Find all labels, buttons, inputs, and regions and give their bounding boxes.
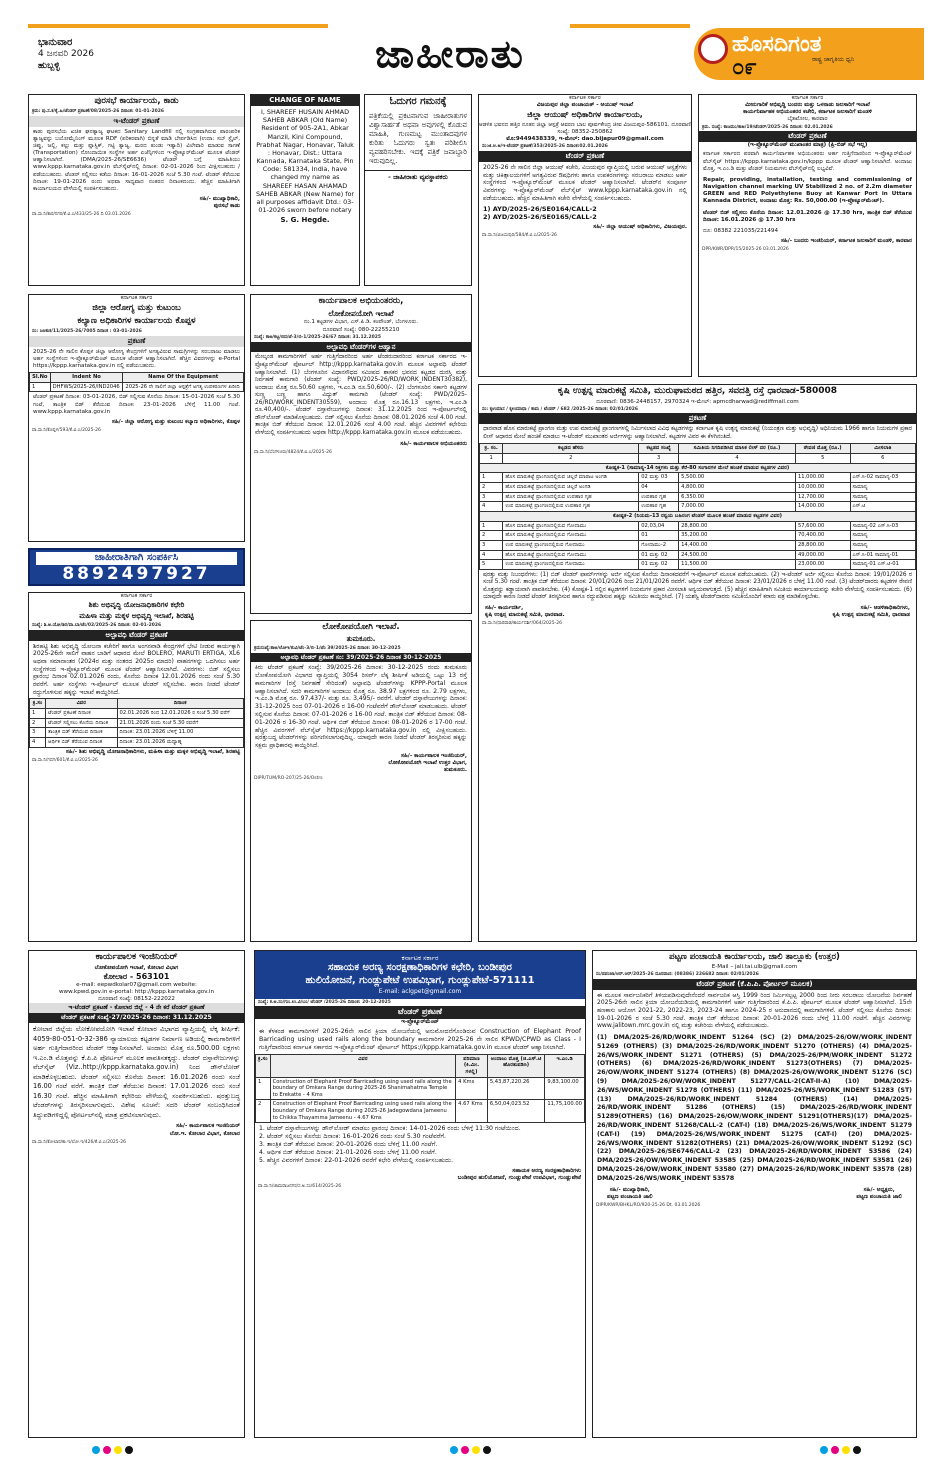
section-label: ಕೋಷ್ಟಕ-1 (ಸಾಮಾನ್ಯ-14 ರಿಕ್ತಗಳು ಮತ್ತು ಕೆರೆ-80 ಸಂಗಾರಗಳ ಮೇಲೆ ಹಂಚಿಕೆ ಮಾಡುವ ಕಟ್ಟಡಗಳ ವಿವರ) xyxy=(480,463,916,473)
table-row xyxy=(480,483,916,493)
ad-body: ಶಿರಹಟ್ಟಿ ಶಿಶು ಅಭಿವೃದ್ಧಿ ಯೋಜನಾ ಕಚೇರಿಗೆ ಹಾಗೂ ಅಂಗನವಾಡಿ ಕೇಂದ್ರಗಳಿಗೆ ಭೇಟಿ ನೀಡುವ ಕಾರ್ಯಕ್ಕಾಗಿ 2025-26ನೇ ಸಾಲಿಗೆ ವಾಹನ ಬಾಡಿಗೆ ಆಧಾರದ ಮೇಲೆ BOLERO, MARUTI ERTIGA, XL6 ಅಥವಾ ಸಮಾನಾಂತರ (2024ರ ಮತ್ತು ನಂತರದ 2025ರ ಮಾದರಿ) ವಾಹನಗಳನ್ನು ಒದಗಿಸಲು ಅರ್ಹ ಸಂಸ್ಥೆಗಳಿಂದ ಇ-ಪ್ರೊಕ್ಯೂರ್‌ಮೆಂಟ್ ಮೂಲಕ ಟೆಂಡರ್ ಆಹ್ವಾನಿಸಲಾಗಿದೆ. ವಿವರಗಳು: ಬಿಡ್ ಸಲ್ಲಿಸಲು ಪ್ರಾರಂಭ ದಿನಾಂಕ 02.01.2026 ರಂದು, ಕೊನೆಯ ದಿನಾಂಕ 12.01.2026 ರಂದು ಸಂಜೆ 5.30 ರವರೆಗೆ. ಅರ್ಹ ಸಂಸ್ಥೆಗಳು ಇ-ಪೋರ್ಟಲ್ ಮೂಲಕ ಟೆಂಡರ್ ಸಲ್ಲಿಸಬೇಕು. ಕಾರಣ ನೀಡದೆ ಟೆಂಡರ್ ರದ್ದುಗೊಳಿಸುವ ಹಕ್ಕನ್ನು ಇಲಾಖೆ ಕಾಯ್ದಿರಿಸಿದೆ. xyxy=(33,642,240,696)
banner-label: ಜಾಹೀರಾತಿಗಾಗಿ ಸಂಪರ್ಕಿಸಿ xyxy=(36,552,237,565)
table-cell: 11,500.00 xyxy=(679,560,796,570)
table-cell: 11,75,100.00 xyxy=(545,1100,585,1123)
table-cell: ಇ.ಎಂ.ಡಿ xyxy=(545,1054,585,1077)
ad-body: ಧಾರವಾಡ ಹೊಸ ಮಾರುಕಟ್ಟೆ ಪ್ರಾಂಗಣ ಮತ್ತು ಉಪ ಮಾರುಕಟ್ಟೆ ಪ್ರಾಂಗಣಗಳಲ್ಲಿ ನಿರ್ಮಿಸಲಾದ ವಿವಿಧ ಕಟ್ಟಡಗಳನ್ನು ಕರ್ನಾಟಕ ಕೃಷಿ ಉತ್ಪನ್ನ ಮಾರುಕಟ್ಟೆ (ನಿಯಂತ್ರಣ ಮತ್ತು ಅಭಿವೃದ್ಧಿ) ಅಧಿನಿಯಮ 1966 ಹಾಗೂ ನಿಯಮಗಳ ಪ್ರಕಾರ ಲೀಸ್ ಆಧಾರದ ಮೇಲೆ ಹಂಚಿಕೆ ಮಾಡಲು ಇ-ಟೆಂಡರ್ ಮುಖಾಂತರ ಅರ್ಜಿಗಳನ್ನು ಆಹ್ವಾನಿಸಲಾಗಿದೆ. ಕಟ್ಟಡಗಳ ವಿವರ ಈ ಕೆಳಗಿನಂತಿದೆ. xyxy=(483,426,912,440)
ref-line: ಕ್ರಮ: ಪು.ಸ.ಕ/ಕೈ.ಹಿ/ಟೆಂಡರ್ ಪ್ರಕಟಣೆ/08/2025-26 ದಿನಾಂಕ: 01-01-2026 xyxy=(32,108,165,114)
indent-1: 1) AYD/2025-26/SE0164/CALL-2 xyxy=(483,204,597,213)
ad-footer: ವಾ.ಸಾ.ನಿ/ಕೋಲಾರ/ಕಾ.ಇ/ಲೋ.ಇ/426/ಕೆ.ವಿ.ಎ/2025-26 xyxy=(32,1139,127,1145)
table-cell: 14,400.00 xyxy=(679,541,796,551)
table-cell: 49,000.00 xyxy=(795,550,850,560)
address-line: ನಂ.1 ಕಟ್ಟಡಗಳ ವಿಭಾಗ, ಎಸ್.ಪಿ.ಡಿ. ಕಂಪೌಂಡ್, ಬೆಂಗಳೂರು. xyxy=(303,319,418,326)
color-registration-marks-left xyxy=(92,1446,133,1454)
table-cell: 02,03,04 xyxy=(639,521,679,531)
ad-title: ಲೋಕೋಪಯೋಗಿ ಇಲಾಖೆ. xyxy=(322,622,400,632)
table-cell: ಕ್ರ.ಸಂ xyxy=(256,1054,271,1077)
table-cell: 9,83,100.00 xyxy=(545,1077,585,1100)
table-cell: 2 xyxy=(480,483,503,493)
shirahatti-cdpo-tender xyxy=(28,592,245,942)
table-row xyxy=(480,531,916,541)
table-cell: ಪರಿಮಾಣ (ಕಿ.ಮೀ. ಗಳಲ್ಲಿ) xyxy=(456,1054,488,1077)
indent-2: 2) AYD/2025-26/SE0165/CALL-2 xyxy=(483,213,597,222)
website-line: www.kpwd.gov.in e-portal: http://kppp.karnataka.gov.in xyxy=(58,989,214,996)
section-label: ಕೋಷ್ಟಕ-2 (ನಿಯಮ-13 ರನ್ವಯ ಬಹಿರಂಗ ಟೆಂಡರ್ ಮೂಲಕ ಹಂಚಿಕೆ ಮಾಡುವ ಕಟ್ಟಡಗಳ ವಿವರ) xyxy=(480,512,916,522)
table-cell: ಎಸ್.ಸಿ-02 ಸಾಮಾನ್ಯ-03 xyxy=(850,473,915,483)
table-cell: ಉಪ ಮಾರುಕಟ್ಟೆ ಪ್ರಾಂಗಣದಲ್ಲಿರುವ ಗೋದಾಮು xyxy=(503,560,639,570)
email-line: E-Mail – jali.tai.ulb@gmail.com xyxy=(711,963,798,970)
signature-row xyxy=(593,1186,916,1202)
advertise-contact-banner xyxy=(28,548,245,586)
table-section-row xyxy=(480,463,916,473)
table-row: 2 ಟೆಂಡರ್ ಸಲ್ಲಿಸಲು ಕೊನೆಯ ದಿನಾಂಕ 21.01.2026 ರಂದು ಸಂಜೆ 5.30 ರವರೆಗೆ xyxy=(30,718,244,728)
header-rule-right xyxy=(570,24,690,28)
table-cell: ಸಾಮಾನ್ಯ xyxy=(850,492,915,502)
ad-banner xyxy=(255,951,585,999)
table-cell: ಠೇವಣಿ ಮೊತ್ತ (ರೂ.) xyxy=(795,444,850,454)
table-cell: 2 xyxy=(503,454,639,464)
note-item: 4. ಆರ್ಥಿಕ ಬಿಡ್ ತೆರೆಯುವ ದಿನಾಂಕ: 21-01-2026 ರಂದು ಬೆಳಿಗ್ಗೆ 11.00 ಗಂಟೆಗೆ. xyxy=(259,1149,437,1157)
table-row xyxy=(480,550,916,560)
gov-label: ಕರ್ನಾಟಕ ಸರ್ಕಾರ xyxy=(120,593,153,599)
table-cell: 12,700.00 xyxy=(795,492,850,502)
dates-line: ಟೆಂಡರ್ ಬಿಡ್ ಸಲ್ಲಿಸಲು ಕೊನೆಯ ದಿನಾಂಕ: 12.01.2026 @ 17.30 hrs, ತಾಂತ್ರಿಕ ಬಿಡ್ ತೆರೆಯುವ ದಿನಾಂಕ: 16.01.2026 @ 17.30 hrs xyxy=(703,209,912,223)
signature: ಸಹಿ/- ಜಿಲ್ಲಾ ಆಯುಷ್ ಅಧಿಕಾರಿಗಳು, ವಿಜಯಪುರ. xyxy=(593,224,687,231)
place-line: ಬೈತಖೋಲ, ಕಾರವಾರ xyxy=(787,116,828,123)
signature: S. G. Hegde. xyxy=(280,216,330,225)
note-item: 3. ತಾಂತ್ರಿಕ ಬಿಡ್ ತೆರೆಯುವ ದಿನಾಂಕ: 20-01-2026 ರಂದು ಬೆಳಿಗ್ಗೆ 11.00 ಗಂಟೆಗೆ. xyxy=(259,1141,438,1149)
ad-title-2: ಹುಲಿಯೋಜನೆ, ಗುಂಡ್ಲುಪೇಟೆ ಉಪವಿಭಾಗ, ಗುಂಡ್ಲುಪೇಟೆ-571111 xyxy=(305,975,535,987)
table-cell: 2 xyxy=(256,1100,271,1123)
ad-footer: DIPR/KWR/BHKL/RO/920-25-26 Dt. 03.01.2026 xyxy=(596,1202,701,1208)
karwar-port-tender xyxy=(698,94,917,377)
table-cell: ಉಪ ಮಾರುಕಟ್ಟೆ ಪ್ರಾಂಗಣದಲ್ಲಿರುವ ಉಪಹಾರ ಗೃಹ xyxy=(503,502,639,512)
ad-title: ಜಿಲ್ಲಾ ಆಯುಷ್ ಅಧಿಕಾರಿಗಳ ಕಾರ್ಯಾಲಯ, xyxy=(527,110,643,120)
table-cell: 14,000.00 xyxy=(795,502,850,512)
apmc-dharwad-notice xyxy=(478,384,917,942)
table-cell: Construction of Elephant Proof Barricading using used rails along the boundary of Omkara Range during 2025-26 Shanimahatma Temple to Erekatte - 4 Kms xyxy=(270,1077,456,1100)
table-cell: ಉಪಹಾರ ಗೃಹ xyxy=(639,492,679,502)
ad-title-2: ಕಲ್ಯಾಣ ಅಧಿಕಾರಿಗಳ ಕಾರ್ಯಾಲಯ ಕೊಪ್ಪಳ xyxy=(77,316,196,327)
ad-footer: ವಾ.ಸಾ.ನಿ/ಕಾರ/ನಗರ/ಕೆ.ವಿ.ಎ/433/25-26 ದಿ 03.01.2026 xyxy=(32,212,131,218)
ref-line: ಸಂಖ್ಯೆ: ಕಾಅ/ಕಟ್ಟ/ಬಿದ/ಟೆ-3/ಬಿ-1/2025-26/67 ದಿನಾಂಕ: 31.12.2025 xyxy=(254,334,381,340)
table-cell: 3 xyxy=(480,492,503,502)
table-cell: 28,800.00 xyxy=(679,521,796,531)
ad-heading: ಪ್ರಕಟಣೆ xyxy=(479,413,916,424)
table-row xyxy=(256,1054,585,1077)
notes-list xyxy=(255,1123,585,1167)
tender-notice-kadu xyxy=(28,94,245,286)
table-row xyxy=(480,502,916,512)
table-cell: 2 xyxy=(480,531,503,541)
table-cell: ಗೋದಾಮು-2 xyxy=(639,541,679,551)
ref-line: ಸಂಖ್ಯೆ: ಶಿ.ಅ.ಯೋ/ಶಿರ/ವಾ.ಬಾ/ಟೆಂ/02/2025-26 ದಿನಾಂಕ: 02-01-2026 xyxy=(32,623,162,629)
table-cell: 23,000.00 xyxy=(795,560,850,570)
ad-body: ಈ ಮೂಲಕ ಸಾರ್ವಜನಿಕರಿಗೆ ತಿಳಿಯಪಡಿಸುವುದೇನೆಂದರೆ ಸಾರ್ವಜನಿಕ ಆಸ್ತಿ 1999 ರಿಂದ ನಿರ್ಮಿಸಲ್ಪಟ್ಟ 2000 ರಿಂದ ನೀರು ಸರಬರಾಜು ಯೋಜನೆಯ ನಿರ್ವಹಣೆ 2025-26ನೇ ಸಾಲಿನ ಕ್ರಿಯಾ ಯೋಜನೆಯಡಿಯಲ್ಲಿ ಕಾಮಗಾರಿಗಳಿಗೆ ಅರ್ಹ ಗುತ್ತಿಗೆದಾರರಿಂದ ಕೆ.ಪಿ.ಪಿ. ಪೋರ್ಟಲ್ ಮೂಲಕ ಟೆಂಡರ್ ಆಹ್ವಾನಿಸಲಾಗಿದೆ. 15ನೇ ಹಣಕಾಸು ಆಯೋಗ 2021-22, 2022-23, 2023-24 ಹಾಗೂ 2024-25 ರ ಅನುದಾನದಲ್ಲಿ ಕಾಮಗಾರಿಗಳಿವೆ. ಟೆಂಡರ್ ಸಲ್ಲಿಸಲು ಕೊನೆಯ ದಿನಾಂಕ: 19-01-2026 ರ ಸಂಜೆ 5.30 ಗಂಟೆ. ತಾಂತ್ರಿಕ ಬಿಡ್ ತೆರೆಯುವ ದಿನಾಂಕ: 20-01-2026 ರಂದು ಬೆಳಿಗ್ಗೆ 11.00 ಗಂಟೆಗೆ. ಹೆಚ್ಚಿನ ವಿವರಗಳನ್ನು www.jalitown.mrc.gov.in ನಲ್ಲಿ ಮತ್ತು ಕಚೇರಿಯ ವೇಳೆಯಲ್ಲಿ ಪಡೆಯಬಹುದು. xyxy=(597,991,912,1030)
ad-title: ಓದುಗರ ಗಮನಕ್ಕೆ xyxy=(389,96,447,107)
table-row xyxy=(480,541,916,551)
ref-line: ಸಂಖ್ಯೆ: ಕ.ಅ.ಸಂ/ಗುಂ.ಉ.ವಿ/ಬಂ/ ಟೆಂಡರ್ /2025-26 ದಿನಾಂಕ: 20-12-2025 xyxy=(258,999,391,1005)
ad-title: ಕಾರ್ಯಪಾಲಕ ಇಂಜಿನಿಯರ್ xyxy=(95,952,178,962)
change-of-name-notice xyxy=(250,94,360,286)
president-signature: ಸಹಿ/- ಅಧ್ಯಕ್ಷರು, ಪಟ್ಟಣ ಪಂಚಾಯತಿ ಜಾಲಿ xyxy=(856,1186,902,1200)
ad-footer: ವಾ.ಸಾ.ನಿ/ಧಾರವಾಡ/ಕಾರ್ಯದರ್ಶಿ/064/2025-26 xyxy=(482,620,562,626)
place-line: ಕೋಲಾರ - 563101 xyxy=(103,971,170,981)
ad-body: 2025-26 ನೇ ಸಾಲಿನ ಜಿಲ್ಲಾ ಆಯುಷ್ ಕಚೇರಿ, ವಿಜಯಪುರ ವ್ಯಾಪ್ತಿಯಲ್ಲಿ ಬರುವ ಆಯುಷ್ ಆಸ್ಪತ್ರೆಗಳು ಮತ್ತು ಚಿಕಿತ್ಸಾಲಯಗಳಿಗೆ ಅಗತ್ಯವಿರುವ ಔಷಧಿಗಳು ಹಾಗೂ ಉಪಕರಣಗಳನ್ನು ಸರಬರಾಜು ಮಾಡಲು ಅರ್ಹ ಸಂಸ್ಥೆಗಳಿಂದ ಇ-ಪ್ರೊಕ್ಯೂರ್‌ಮೆಂಟ್ ಮೂಲಕ ಟೆಂಡರ್ ಆಹ್ವಾನಿಸಲಾಗಿದೆ. ಟೆಂಡರ್‌ನ ಸಂಪೂರ್ಣ ವಿವರಗಳನ್ನು ಇ-ಪ್ರೊಕ್ಯೂರ್‌ಮೆಂಟ್ ವೆಬ್‌ಸೈಟ್ www.kppp.karnataka.gov.in ನಲ್ಲಿ ಪಡೆಯಬಹುದು. ಹೆಚ್ಚಿನ ಮಾಹಿತಿಗಾಗಿ ಕಚೇರಿ ವೇಳೆಯಲ್ಲಿ ಸಂಪರ್ಕಿಸಬಹುದು. xyxy=(483,163,687,202)
table-row xyxy=(480,473,916,483)
ad-title: ಕಾರ್ಯಪಾಲಕ ಅಭಿಯಂತರರು, xyxy=(318,296,404,306)
terms-text: ಷರತ್ತು ಮತ್ತು ನಿಬಂಧನೆಗಳು: (1) ಬಿಡ್ ಟೆಂಡರ್ ಫಾರ್ಮ್‌ಗಳನ್ನು ಅರ್ಜಿ ಸಲ್ಲಿಸುವ ಕೊನೆಯ ದಿನಾಂಕದವರೆಗೆ ಇ-ಪೋರ್ಟಲ್ ಮೂಲಕ ಪಡೆಯಬಹುದು. (2) ಇ-ಟೆಂಡರ್ ಅರ್ಜಿ ಸಲ್ಲಿಸಲು ಕೊನೆಯ ದಿನಾಂಕ: 19/01/2026 ರ ಸಂಜೆ 5.30 ಗಂಟೆ. ತಾಂತ್ರಿಕ ಬಿಡ್ ತೆರೆಯುವ ದಿನಾಂಕ: 20/01/2026 ರಿಂದ 21/01/2026 ರವರೆಗೆ. ಆರ್ಥಿಕ ಬಿಡ್ ತೆರೆಯುವ ದಿನಾಂಕ: 23/01/2026 ರ ಬೆಳಿಗ್ಗೆ 11.00 ಗಂಟೆ. (3) ಟೆಂಡರ್‌ದಾರರು ಕಟ್ಟಡಗಳ ಠೇವಣಿ ಮೊತ್ತವನ್ನು ಕಡ್ಡಾಯವಾಗಿ ಪಾವತಿಸಬೇಕು. (4) ಕೋಷ್ಟಕ-1 ರಲ್ಲಿನ ಕಟ್ಟಡಗಳಿಗೆ ನಿಯಮಗಳ ಪ್ರಕಾರ ಮೀಸಲಾತಿ ಅನ್ವಯವಾಗುತ್ತದೆ. (5) ಹೆಚ್ಚಿನ ಮಾಹಿತಿಗಾಗಿ ಸಮಿತಿಯ ಕಾರ್ಯಾಲಯವನ್ನು ಕಚೇರಿ ವೇಳೆಯಲ್ಲಿ ಸಂಪರ್ಕಿಸಬಹುದು. (6) ಯಾವುದೇ ಕಾರಣ ನೀಡದೆ ಟೆಂಡರ್ ತಿರಸ್ಕರಿಸುವ ಹಾಗೂ ರದ್ದುಪಡಿಸುವ ಹಕ್ಕನ್ನು ಸಮಿತಿಯು ಕಾಯ್ದಿರಿಸಿದೆ. (7) ಯಶಸ್ವಿ ಟೆಂಡರ್‌ದಾರರು ಸಮಿತಿಯೊಂದಿಗೆ ಕರಾರು ಪತ್ರ ಮಾಡಿಕೊಳ್ಳಬೇಕು. xyxy=(483,572,912,601)
table-row: 3 ತಾಂತ್ರಿಕ ಬಿಡ್ ತೆರೆಯುವ ದಿನಾಂಕ ದಿನಾಂಕ: 23.01.2026 ಬೆಳಿಗ್ಗೆ 11.00 xyxy=(30,728,244,738)
koppal-health-notice xyxy=(28,294,245,542)
signature: ಸಹಿ/- ಜಿಲ್ಲಾ ಆರೋಗ್ಯ ಮತ್ತು ಕುಟುಂಬ ಕಲ್ಯಾಣ ಅಧಿಕಾರಿಗಳು, ಕೊಪ್ಪಳ xyxy=(111,418,240,425)
table-cell: 5 xyxy=(795,454,850,464)
ad-heading: ಟೆಂಡರ್ ಪ್ರಕಟಣೆ xyxy=(699,131,916,142)
ayush-tender-notice xyxy=(478,94,692,377)
phone-line: ದೂರವಾಣಿ ಸಂಖ್ಯೆ: 08152-222022 xyxy=(98,996,175,1003)
email-line: E-mail: aclgpet@gmail.com xyxy=(378,987,462,995)
work-description: Repair, providing, installation, testing and commissioning of Navigation channel marking UV Stabilized 2 no. of 2.2m diameter GREEN and RED Polyethylene Buoy at Kanwar Port in Uttara Kannada District, ಅಂದಾಜು ಮೊತ್ತ: Rs. 50,000.00 (ಇ-ಪ್ರೊಕ್ಯೂರ್‌ಮೆಂಟ್). xyxy=(703,176,912,205)
signature: ಸಹಿ/- ಶಿಶು ಅಭಿವೃದ್ಧಿ ಯೋಜನಾಧಿಕಾರಿಗಳು, ಮಹಿಳಾ ಮತ್ತು ಮಕ್ಕಳ ಅಭಿವೃದ್ಧಿ ಇಲಾಖೆ, ಶಿರಹಟ್ಟಿ xyxy=(65,748,240,755)
table-cell: ಹೊಸ ಮಾರುಕಟ್ಟೆ ಪ್ರಾಂಗಣದಲ್ಲಿರುವ ಗೋದಾಮು xyxy=(503,521,639,531)
table-cell: 4,800.00 xyxy=(679,483,796,493)
ad-body: ಕೋಲಾರ ಜಿಲ್ಲೆಯ ಲೋಕೋಪಯೋಗಿ ಇಲಾಖೆ ಕೋಲಾರ ವಿಭಾಗದ ವ್ಯಾಪ್ತಿಯಲ್ಲಿ ಲೆಕ್ಕ ಶೀರ್ಷಿಕೆ: 4059-80-051-0-32-386 ನ್ಯಾಯಾಲಯ ಕಟ್ಟಡಗಳ ನಿರ್ಮಾಣ ಅಡಿಯಲ್ಲಿ ಕಾಮಗಾರಿಗಳಿಗೆ ಅರ್ಹ ಗುತ್ತಿಗೆದಾರರಿಂದ ಟೆಂಡರ್ ಆಹ್ವಾನಿಸಲಾಗಿದೆ. ಅಂದಾಜು ಮೊತ್ತ ರೂ.500.00 ಲಕ್ಷಗಳು ಇ.ಎಂ.ಡಿ ಮೊತ್ತವನ್ನು ಕೆ.ಪಿ.ಪಿ ಪೋರ್ಟಲ್ ಮೂಲಕ ಪಾವತಿಸತಕ್ಕದ್ದು. ಟೆಂಡರ್ ದಸ್ತಾವೇಜುಗಳನ್ನು ವೆಬ್‌ಸೈಟ್ (Viz..http://kppp.karnataka.gov.in) ನಿಂದ ಡೌನ್‌ಲೋಡ್ ಮಾಡಿಕೊಳ್ಳಬಹುದು. ಟೆಂಡರ್ ಸಲ್ಲಿಸಲು ಕೊನೆಯ ದಿನಾಂಕ: 16.01.2026 ರಂದು ಸಂಜೆ 16.00 ಗಂಟೆ ವರೆಗೆ. ತಾಂತ್ರಿಕ ಬಿಡ್ ತೆರೆಯುವ ದಿನಾಂಕ: 17.01.2026 ರಂದು ಸಂಜೆ 16.30 ಗಂಟೆ. ಹೆಚ್ಚಿನ ಮಾಹಿತಿಗಾಗಿ ಕಛೇರಿಯ ವೇಳೆಯಲ್ಲಿ ಸಂಪರ್ಕಿಸಬಹುದು. ಷರತ್ತುಬದ್ಧ ಟೆಂಡರ್‌ಗಳನ್ನು ತಿರಸ್ಕರಿಸಲಾಗುವುದು. ವಿಶೇಷ ಸೂಚನೆ: ಸದರಿ ಟೆಂಡರ್ ಸಂಬಂಧಿಸಿದಂತೆ ತಿದ್ದುಪಡಿಗಳಿದ್ದಲ್ಲಿ ಪೋರ್ಟಲ್‌ನಲ್ಲಿ ಮಾತ್ರ ಪ್ರಕಟಿಸಲಾಗುವುದು. xyxy=(33,1024,240,1119)
table-row xyxy=(480,454,916,464)
table-cell: ಸಾಮಾನ್ಯ xyxy=(850,541,915,551)
table-row xyxy=(480,444,916,454)
indent-list: (1) DMA/2025-26/RD/WORK_INDENT 51264 (SC) (2) DMA/2025-26/OW/WORK_INDENT 51269 (OTHERS) (3) DMA/2025-26/RD/WORK_INDENT 51270 (OTHERS) (4) DMA/2025-26/WS/WORK_INDENT 51271 (OTHERS) (5) DMA/2025-26/PM/WORK_INDENT 51272 (OTHERS) (6) DMA/2025-26/RD/WORK_INDENT 51273(OTHERS) (7) DMA/2025-26/OW/WORK_INDENT 51274 (OTHERS) (8) DMA/2025-26/OW/WORK_INDENT 51276 (SC) (9) DMA/2025-26/OW/WORK_INDENT 51277/CALL-2(CAT-II-A) (10) DMA/2025-26/WS/WORK_INDENT 51278 (OTHERS) (11) DMA/2025-26/WS/WORK_INDENT 51283 (ST) (13) DMA/2025-26/RD/WORK_INDENT 51284 (OTHERS) (14) DMA/2025-26/RD/WORK_INDENT 51286 (OTHERS) (15) DMA/2025-26/RD/WORK_INDENT 51289(OTHERS) (16) DMA/2025-26/OW/WORK_INDENT 51291(OTHERS)(17) DMA/2025-26/RD/WORK_INDENT 51268/CALL-2 (CAT-I) (18) DMA/2025-26/WS/WORK_INDENT 51279 (CAT-I) (19) DMA/2025-26/WS/WORK_INDENT 51275 (CAT-I) (20) DMA/2025-26/WS/WORK_INDENT 51282(OTHERS) (21) DMA/2025-26/OW/WORK_INDENT 51292 (SC) (22) DMA/2025-26/SE6746/CALL-2 (23) DMA/2025-26/RD/WORK_INDENT 53586 (24) DMA/2025-26/OW/WORK_INDENT 53585 (25) DMA/2025-26/RD/WORK_INDENT 53581 (26) DMA/2025-26/OW/WORK_INDENT 53580 (27) DMA/2025-26/RD/WORK_INDENT 53578 (28) DMA/2025-26/WS/WORK_INDENT 53578 xyxy=(597,1034,912,1182)
table-cell: 01 ಮತ್ತು 02 xyxy=(639,550,679,560)
table-cell: ಎಸ್.ಸಿ-01 ಸಾಮಾನ್ಯ-01 xyxy=(850,550,915,560)
email-line: e-mail: eepwdkolar07@gmail.com website: xyxy=(76,981,197,988)
address-line: ಆಡಳಿತ ಭವನದ ಹತ್ತಿರ ನೂತನ ಜಿಲ್ಲಾ ಆಸ್ಪತ್ರೆ ಆವರಣ ಬಾಲ ಪೂರ್ವಕೇಂದ್ರ ಜೀವ ವಿಜಯಪುರ-586101. ದೂರವಾಣಿ ಸಂಖ್ಯೆ: 08352-250862 xyxy=(479,121,692,135)
ad-body: ಈ ಕೆಳಕಂಡ ಕಾಮಗಾರಿಗಳಿಗೆ 2025-26ನೇ ಸಾಲಿನ ಕ್ರಿಯಾ ಯೋಜನೆಯಲ್ಲಿ ಅನುಮೋದನೆಗೊಂಡಿರುವ Construction of Elephant Proof Barricading using used rails along the boundary ಕಾಮಗಾರಿಗಳ 2025-26 ನೇ ಸಾಲಿನ KPWD/CPWD as Class - I ಗುತ್ತಿಗೆದಾರರಿಂದ ಕರ್ನಾಟಕ ಸರ್ಕಾರದ ಇ-ಪ್ರೊಕ್ಯೂರ್‌ಮೆಂಟ್ ಪೋರ್ಟಲ್ https://kppp.karnataka.gov.in ಮೂಲಕ ಟೆಂಡರ್ ಆಹ್ವಾನಿಸಲಾಗಿದೆ. xyxy=(259,1027,581,1051)
contact-line: ಮೊ:9449438339, ಇ-ಮೇಲ್: dao.bijapur09@gmail.com xyxy=(506,135,664,142)
table-row xyxy=(480,521,916,531)
gov-label: ಕರ್ನಾಟಕ ಸರ್ಕಾರ xyxy=(791,95,824,101)
table-cell: 04 xyxy=(639,483,679,493)
ad-title: ಪಟ್ಟಣ ಪಂಚಾಯತಿ ಕಾರ್ಯಾಲಯ, ಜಾಲಿ ತಾಲ್ಲೂಕು (ಉತ್ತರ) xyxy=(669,952,840,962)
works-table xyxy=(255,1054,585,1124)
city-label: ಹುಬ್ಬಳ್ಳಿ xyxy=(38,60,60,71)
ad-body: ಮೇಲ್ಕಂಡ ಕಾಮಗಾರಿಗಳಿಗೆ ಅರ್ಹ ಗುತ್ತಿಗೆದಾರರಿಂದ ಅರ್ಹ ಟೆಂಡರುದಾರರಿಂದ ಕರ್ನಾಟಕ ಸರ್ಕಾರದ ಇ-ಪ್ರೊಕ್ಯೂರ್‌ಮೆಂಟ್ ಪೋರ್ಟಲ್ http://kppp.karnataka.gov.in ಮೂಲಕ ಅಲ್ಪಾವಧಿ ಟೆಂಡರ್ ಆಹ್ವಾನಿಸಲಾಗಿದೆ. (1) ಬೆಂಗಳೂರಿನ ವಿಧಾನಸೌಧದ ಸಮೀಪದ ಶಾಸಕರ ಭವನದ ಕಟ್ಟಡದ ದುರಸ್ತಿ ಮತ್ತು ನಿರ್ವಹಣೆ ಕಾಮಗಾರಿ (ಟೆಂಡರ್ ಸಂಖ್ಯೆ: PWD/2025-26/RD/WORK_INDENT30382), ಅಂದಾಜು ಮೊತ್ತ ರೂ.50.60 ಲಕ್ಷಗಳು, ಇ.ಎಂ.ಡಿ ರೂ.50,600/-. (2) ಬೆಂಗಳೂರಿನ ಸರ್ಕಾರಿ ಕಟ್ಟಡಗಳ ಸುಣ್ಣ ಬಣ್ಣ ಹಾಗೂ ವಿದ್ಯುತ್ ಕಾಮಗಾರಿ (ಟೆಂಡರ್ ಸಂಖ್ಯೆ: PWD/2025-26/RD/WORK_INDENT30559), ಅಂದಾಜು ಮೊತ್ತ ರೂ.16.13 ಲಕ್ಷಗಳು, ಇ.ಎಂ.ಡಿ ರೂ.40,400/-. ಟೆಂಡರ್ ದಸ್ತಾವೇಜುಗಳನ್ನು ದಿನಾಂಕ: 31.12.2025 ರಿಂದ ಇ-ಪೋರ್ಟಲ್‌ನಲ್ಲಿ ಡೌನ್‌ಲೋಡ್ ಮಾಡಿಕೊಳ್ಳಬಹುದು. ಬಿಡ್ ಸಲ್ಲಿಸಲು ಕೊನೆಯ ದಿನಾಂಕ: 08.01.2026 ಸಂಜೆ 4.00 ಗಂಟೆ. ತಾಂತ್ರಿಕ ಬಿಡ್ ತೆರೆಯುವ ದಿನಾಂಕ: 12.01.2026 ಸಂಜೆ 4.00 ಗಂಟೆ. ಹೆಚ್ಚಿನ ವಿವರಗಳಿಗೆ ಕಛೇರಿಯ ವೇಳೆಯಲ್ಲಿ ಸಂಪರ್ಕಿಸಬಹುದು ಅಥವಾ http://kppp.karnataka.gov.in ಮೂಲಕ ಪಡೆಯಬಹುದು. xyxy=(255,354,467,436)
table-cell: 10,000.00 xyxy=(795,483,850,493)
ad-title-2: ಮಹಿಳಾ ಮತ್ತು ಮಕ್ಕಳ ಅಭಿವೃದ್ಧಿ ಇಲಾಖೆ, ಶಿರಹಟ್ಟಿ xyxy=(79,612,194,621)
signature: ಸಹಿ/- ಬಂದರು ಇಂಜಿನಿಯರ್, ಕರ್ನಾಟಕ ಜಲಸಾರಿಗೆ ಮಂಡಳಿ, ಕಾರವಾರ xyxy=(780,238,912,245)
table-cell: ಹೊಸ ಮಾರುಕಟ್ಟೆ ಪ್ರಾಂಗಣದಲ್ಲಿರುವ ಉಪಹಾರ ಗೃಹ xyxy=(503,492,639,502)
lamp-icon xyxy=(698,34,728,64)
table-cell: ಅಂದಾಜು ಮೊತ್ತ (ಜಿ.ಎಸ್.ಟಿ ಹೊರತುಪಡಿಸಿ) xyxy=(487,1054,544,1077)
table-cell: 1 xyxy=(480,521,503,531)
date-label: 4 ಜನವರಿ 2026 xyxy=(38,49,94,59)
table-cell: 4 Kms xyxy=(456,1077,488,1100)
ad-body: 2025-26 ನೇ ಸಾಲಿನ ಕೊಪ್ಪಳ ಜಿಲ್ಲಾ ಆರೋಗ್ಯ ಕೇಂದ್ರಗಳಿಗೆ ಅಗತ್ಯವಿರುವ ಸಾಮಗ್ರಿಗಳನ್ನು ಸರಬರಾಜು ಮಾಡಲು ಅರ್ಹ ಸಂಸ್ಥೆಗಳಿಂದ ಇ-ಪ್ರೊಕ್ಯೂರ್‌ಮೆಂಟ್ ಮೂಲಕ ಟೆಂಡರ್ ಆಹ್ವಾನಿಸಲಾಗಿದೆ. ಹೆಚ್ಚಿನ ವಿವರಗಳನ್ನು e-Portal https://kppp.karnataka.gov.in ನಲ್ಲಿ ಪಡೆಯಬಹುದು. xyxy=(33,348,240,369)
table-cell: ಕಟ್ಟಡದ ಹೆಸರು xyxy=(503,444,639,454)
table-cell: 5,43,87,220.26 xyxy=(487,1077,544,1100)
table-cell: 02 ಮತ್ತು 03 xyxy=(639,473,679,483)
header-rule-left xyxy=(28,24,328,28)
table-cell: Construction of Elephant Proof Barricading using used rails along the boundary of Omkara Range during 2025-26 Jadegowdana Jameenu to Chikka Thayamma Jameenu - 4.67 Kms xyxy=(270,1100,456,1123)
phone-number: 8892497927 xyxy=(62,563,211,584)
ref-line: ಸಂ/ಪಪಂಜಾ/ಆರ್.ಆರ್/2025-26 ದೂರವಾಣಿ: (08386) 226682 ದಿನಾಂಕ: 02/01/2026 xyxy=(596,972,759,978)
table-cell: 35,200.00 xyxy=(679,531,796,541)
ad-title: ಸಹಾಯಕ ಅರಣ್ಯ ಸಂರಕ್ಷಣಾಧಿಕಾರಿಗಳ ಕಛೇರಿ, ಬಂಡೀಪುರ xyxy=(328,962,512,974)
indent-table: Sl.No Indent No Name Of the Equipment 1 DHFWS/2025-26/IND2046 2025-26 ನೇ ಸಾಲಿಗೆ ಜಿಲ್ಲಾ ಆಸ್ಪತ್ರೆಗೆ ಅಗತ್ಯ ಉಪಕರಣಗಳ ಖರೀದಿ xyxy=(29,372,244,392)
table-cell: 6,350.00 xyxy=(679,492,796,502)
table-cell: 4 xyxy=(480,502,503,512)
readers-notice xyxy=(364,94,472,286)
phone-line: ದೂರವಾಣಿ ಸಂಖ್ಯೆ: 080-22255210 xyxy=(322,326,400,333)
ref-line: ಕ್ರಮ. ಸಂಖ್ಯೆ: ಕಾಜಮಂ/ಕಾಅ/19/ಟೆಂಡರ್/2025-26 ದಿನಾಂಕ: 02.01.2026 xyxy=(702,124,833,130)
table-cell: ಹೊಸ ಮಾರುಕಟ್ಟೆ ಪ್ರಾಂಗಣದಲ್ಲಿರುವ ಚಿಲ್ಲರೆ ಅಂಗಡಿ xyxy=(503,483,639,493)
table-row: 4 ಆರ್ಥಿಕ ಬಿಡ್ ತೆರೆಯುವ ದಿನಾಂಕ ದಿನಾಂಕ: 23.01.2026 ಮಧ್ಯಾಹ್ನ xyxy=(30,738,244,748)
note-item: 1. ಟೆಂಡರ್ ದಸ್ತಾವೇಜುಗಳನ್ನು ಡೌನ್‌ಲೋಡ್ ಮಾಡಲು ಪ್ರಾರಂಭ ದಿನಾಂಕ: 14-01-2026 ರಂದು ಬೆಳಿಗ್ಗೆ 11:30 ಗಂಟೆಯಿಂದ. xyxy=(259,1125,521,1133)
ad-heading: ಟೆಂಡರ್ ಪ್ರಕಟಣೆ (ಕೆ.ಪಿ.ಪಿ. ಪೋರ್ಟಲ್ ಮೂಲಕ) xyxy=(593,979,916,990)
note-item: 5. ಹೆಚ್ಚಿನ ವಿವರಗಳಿಗೆ ದಿನಾಂಕ: 22-01-2026 ರವರೆಗೆ ಕಛೇರಿ ವೇಳೆಯಲ್ಲಿ ಸಂಪರ್ಕಿಸಬಹುದು. xyxy=(259,1157,454,1165)
table-cell: 11,000.00 xyxy=(795,473,850,483)
signature: ಸಹಿ/- ಕಾರ್ಯಪಾಲಕ ಇಂಜಿನಿಯರ್ ಲೋ.ಇ. ಕೋಲಾರ ವಿಭಾಗ, ಕೋಲಾರ xyxy=(169,1123,240,1137)
bandipur-forest-tender xyxy=(254,950,586,1438)
table-cell: 5,500.00 xyxy=(679,473,796,483)
table-cell: ಉಪ ಮಾರುಕಟ್ಟೆ ಪ್ರಾಂಗಣದಲ್ಲಿರುವ ಗೋದಾಮು xyxy=(503,541,639,551)
ad-subheading: (ಇ-ಪ್ರೊಕ್ಯೂರ್‌ಮೆಂಟ್ ಮುಖಾಂತರ ಮಾತ್ರ) (ಪ್ರಿ-ಬಿಡ್ ಸಭೆ ಇಲ್ಲ) xyxy=(747,142,868,149)
pwd-tumakuru-tender xyxy=(250,620,472,942)
table-cell: 4.67 Kms xyxy=(456,1100,488,1123)
table-cell: 1 xyxy=(480,454,503,464)
table-cell: ಹೊಸ ಮಾರುಕಟ್ಟೆ ಪ್ರಾಂಗಣದಲ್ಲಿರುವ ಗೋದಾಮು xyxy=(503,550,639,560)
ad-body: I, SHAREEF HUSAIN AHMAD SAHEB ABKAR (Old Name) Resident of 905-2A1, Abkar Manzil, Kini Compound, Prabhat Nagar, Honavar, Taluk : Honavar, Dist.: Uttara Kannada, Karnataka State, Pin Code: 581334, India, have changed my name as SHAREEF HASAN AHAMAD SAHEB ABKAR (New Name) for all purposes affidavit Dtd.: 03-01-2026 sworn before notary xyxy=(255,107,355,215)
table-cell: 5 xyxy=(480,560,503,570)
newspaper-logo xyxy=(694,28,924,80)
dept-line: ಲೋಕೋಪಯೋಗಿ ಇಲಾಖೆ xyxy=(328,308,394,318)
ad-heading: ಟೆಂಡರ್ ಪ್ರಕಟಣೆ xyxy=(479,151,691,162)
ad-heading: ಇ-ಟೆಂಡರ್ ಪ್ರಕಟಣೆ - ಕೋಲಾರ ಜಿಲ್ಲೆ - 4 ನೇ ಕರೆ ಟೆಂಡರ್ ಪ್ರಕಟಣೆ xyxy=(29,1003,244,1013)
ref-line: ಕ್ರಮಸಂಖ್ಯೆ:ಕಾಅ/ಲೋಇ/ತುವಿ/ಟೆಂ-3/ಬಿ-1/ಟೆಂ 39/2025-26 ದಿನಾಂಕ: 30-12-2025 xyxy=(254,645,401,651)
ad-title: CHANGE OF NAME xyxy=(251,95,359,106)
ad-body: ಕಾಡು ಪುರಸಭೆಯ ಖಚಿತ ಘನತ್ಯಾಜ್ಯ ಘಟಕದ Sanitary Landfill ನಲ್ಲಿ ಸಂಗ್ರಹವಾಗಿರುವ ಪಾರಂಪರಿಕ ತ್ಯಾಜ್ಯವನ್ನು ಬಯೋಮೈನಿಂಗ್ ಮೂಲಕ RDF (ಪರಿಕರವಾಗಿ) ಬಿನ್ನತೆ ಮಾಡಿ ಬೇರ್ಪಡಿಸಿದ (ಉದಾ: ಸಬ್ ಸ್ಟೈಲ್, ಚಿಪ್ಪು, ಜಲ್ಲಿ, ಕಲ್ಲು ಮತ್ತು ಪ್ಲಾಸ್ಟಿಕ್, ಗಟ್ಟಿ ತ್ಯಾಜ್ಯ, ಮರದ ತುಂಡು ಇತ್ಯಾದಿ) ವಿಲೇವಾರಿ ಮಾಡುವ ಸಾಗಣೆ (Transportation) ನೋಂದಾಯಿತ ಸಂಸ್ಥೆಗಳ ಅರ್ಹ ಏಜೆನ್ಸಿಗಳಿಂದ ಇ-ಪ್ರೊಕ್ಯೂರ್‌ಮೆಂಟ್ ಮೂಲಕ ಟೆಂಡರ್ ಆಹ್ವಾನಿಸಲಾಗಿದೆ. (DMA/2025-26/SE6636) ಟೆಂಡರ್ ಬಗ್ಗೆ ಮಾಹಿತಿಯು www.kppp.karnataka.gov.in ವೆಬ್‌ಸೈಟ್‌ನಲ್ಲಿ ದಿನಾಂಕ: 02-01-2026 ರಿಂದ ವೀಕ್ಷಿಸಬಹುದು / ಪಡೆಯಬಹುದು. ಟೆಂಡರ್ ಸಲ್ಲಿಸಲು ಕಡೆಯ ದಿನಾಂಕ: 16-01-2026 ಸಂಜೆ 5.30 ಗಂಟೆ. ಟೆಂಡರ್ ತೆರೆಯುವ ದಿನಾಂಕ: 19-01-2026 ರಂದು ಅಥವಾ ಸಾಧ್ಯವಾದ ನಂತರದ ದಿನಾಂಕದಂದು. ಹೆಚ್ಚಿನ ಮಾಹಿತಿಗಾಗಿ ಕಾರ್ಯಾಲಯದ ವೇಳೆಯಲ್ಲಿ ಸಂಪರ್ಕಿಸಬಹುದು. xyxy=(33,128,240,192)
ad-heading: ಟೆಂಡರ್ ಪ್ರಕಟಣೆ xyxy=(255,1006,585,1018)
ref-line: ಸಂ: ಜಆಕುಕ/11/2025-26/7005 ದಿನಾಂಕ : 03-01-2026 xyxy=(32,328,142,334)
ad-heading: ಅಲ್ಪಾವಧಿ ಟೆಂಡರ್ ಪ್ರಕಟಣೆ ಸಂ: 39/2025-26 ದಿನಾಂಕ 30-12-2025 xyxy=(251,653,471,663)
table-cell: 24,500.00 xyxy=(679,550,796,560)
table-row xyxy=(256,1077,585,1100)
ad-heading: ಪ್ರಕಟಣೆ xyxy=(29,336,244,347)
table-cell: ಕ್ರ. ಸಂ. xyxy=(480,444,503,454)
table-row xyxy=(480,560,916,570)
ad-body: ಕಿರು ಟೆಂಡರ್ ಪ್ರಕಟಣೆ ಸಂಖ್ಯೆ: 39/2025-26 ದಿನಾಂಕ: 30-12-2025 ರಂದು ತುಮಕೂರು ಲೋಕೋಪಯೋಗಿ ವಿಭಾಗದ ವ್ಯಾಪ್ತಿಯಲ್ಲಿ 3054 ರಿಸರ್ವ್ ಲೆಕ್ಕ ಶೀರ್ಷಿಕೆ ಅಡಿಯಲ್ಲಿ ಒಟ್ಟು 13 ರಸ್ತೆ ಕಾಮಗಾರಿಗಳ (ರಸ್ತೆ ನಿರ್ವಹಣೆ ಸೇರಿದಂತೆ) ಅಲ್ಪಾವಧಿ ಟೆಂಡರ್‌ಗಳನ್ನು KPPP-Portal ಮೂಲಕ ಆಹ್ವಾನಿಸಲಾಗಿದೆ. ಸದರಿ ಕಾಮಗಾರಿಗಳ ಅಂದಾಜು ಮೊತ್ತ ರೂ. 38.97 ಲಕ್ಷಗಳಿಂದ ರೂ. 2.79 ಲಕ್ಷಗಳು, ಇ.ಎಂ.ಡಿ ಮೊತ್ತ ರೂ. 97,437/- ಮತ್ತು ರೂ. 3,495/- ರವರೆಗೆ. ಟೆಂಡರ್ ದಸ್ತಾವೇಜುಗಳನ್ನು ದಿನಾಂಕ: 31-12-2025 ರಿಂದ 07-01-2026 ರ 16-00 ಗಂಟೆವರೆಗೆ ಡೌನ್‌ಲೋಡ್ ಮಾಡಬಹುದು. ಟೆಂಡರ್ ಸಲ್ಲಿಸುವ ಕೊನೆಯ ದಿನಾಂಕ: 07-01-2026 ರ 16-00 ಗಂಟೆ. ತಾಂತ್ರಿಕ ಬಿಡ್ ತೆರೆಯುವ ದಿನಾಂಕ: 08-01-2026 ರ 16-30 ಗಂಟೆ. ಆರ್ಥಿಕ ಬಿಡ್ ತೆರೆಯುವ ದಿನಾಂಕ: 08-01-2026 ರ 17-00 ಗಂಟೆ. ಹೆಚ್ಚಿನ ವಿವರಗಳಿಗೆ ವೆಬ್‌ಸೈಟ್ https://kppp.karnataka.gov.in ನಲ್ಲಿ ವೀಕ್ಷಿಸಬಹುದು. ಷರತ್ತುಬದ್ಧ ಟೆಂಡರ್‌ಗಳನ್ನು ಪರಿಗಣಿಸಲಾಗುವುದಿಲ್ಲ. ಯಾವುದೇ ಕಾರಣ ನೀಡದೆ ಟೆಂಡರ್ ತಿರಸ್ಕರಿಸುವ ಹಕ್ಕನ್ನು ಸಕ್ಷಮ ಪ್ರಾಧಿಕಾರವು ಕಾಯ್ದಿರಿಸಿದೆ. xyxy=(255,664,467,750)
ad-footer: ವಾ.ಸಾ.ನಿ/ಗದಗ/601/ಕೆ.ವಿ.ಎ/2025-26 xyxy=(32,757,98,763)
date-block xyxy=(38,36,94,72)
ad-heading-2: ಟೆಂಡರ್ ಪ್ರಕಟಣೆ ಸಂಖ್ಯೆ-27/2025-26 ದಿನಾಂಕ: 31.12.2025 xyxy=(29,1013,244,1023)
table-cell: 3 xyxy=(639,454,679,464)
table-cell: ಸಮಿತಿಯ ನಿಗದಿಪಡಿಸಿದ ಮಾಸಿಕ ಲೀಸ್ ದರ (ರೂ.) xyxy=(679,444,796,454)
contact-line: ದೂರವಾಣಿ: 0836-2448157, 2970324 ಇ-ಮೇಲ್: apmcdharwad@rediffmail.com xyxy=(596,398,799,405)
ad-footer: ವಾ.ಸಾ.ನಿ/ಬೆಂಗಳೂರು/4824/ಕೆ.ವಿ.ಎ/2025-26 xyxy=(254,449,332,455)
note-item: 2. ಟೆಂಡರ್ ಸಲ್ಲಿಸಲು ಕೊನೆಯ ದಿನಾಂಕ: 16-01-2026 ರಂದು ಸಂಜೆ 5.30 ಗಂಟೆವರೆಗೆ. xyxy=(259,1133,447,1141)
dept-line: ಲೋಕೋಪಯೋಗಿ ಇಲಾಖೆ, ಕೋಲಾರ ವಿಭಾಗ xyxy=(94,964,179,971)
dept-line: ವಿಜಯಪುರ ಜಿಲ್ಲಾ ಪಂಚಾಯತ್ - ಆಯುಷ್ ಇಲಾಖೆ xyxy=(536,102,634,109)
chief-officer-signature: ಸಹಿ/- ಮುಖ್ಯಾಧಿಕಾರಿ, ಪಟ್ಟಣ ಪಂಚಾಯತಿ ಜಾಲಿ xyxy=(607,1186,653,1200)
table-row xyxy=(480,492,916,502)
signature: ಸಹಾಯಕ ಅರಣ್ಯ ಸಂರಕ್ಷಣಾಧಿಕಾರಿಗಳು ಬಂಡೀಪುರ ಹುಲಿಯೋಜನೆ, ಗುಂಡ್ಲುಪೇಟೆ ಉಪವಿಭಾಗ, ಗುಂಡ್ಲುಪೇಟೆ xyxy=(457,1168,581,1182)
contact-line: ದೂ: 08382 221035/221494 xyxy=(703,227,779,234)
dates-line: ಟೆಂಡರ್ ಪ್ರಕಟಣೆ ದಿನಾಂಕ: 03-01-2026, ಬಿಡ್ ಸಲ್ಲಿಸುವ ಕೊನೆಯ ದಿನಾಂಕ: 15-01-2026 ಸಂಜೆ 5.30 ಗಂಟೆ, ತಾಂತ್ರಿಕ ಬಿಡ್ ತೆರೆಯುವ ದಿನಾಂಕ: 23-01-2026 ಬೆಳಿಗ್ಗೆ 11.00 ಗಂಟೆ. www.kppp.karnataka.gov.in xyxy=(33,394,240,415)
table-cell: 4 xyxy=(480,550,503,560)
table-cell: ಮೀಸಲಾತಿ xyxy=(850,444,915,454)
ad-heading: ಅಲ್ಪಾವಧಿ ಟೆಂಡರ್‌ಗಳ ಆಹ್ವಾನ xyxy=(251,342,471,353)
table-cell: 28,800.00 xyxy=(795,541,850,551)
day-label: ಭಾನುವಾರ xyxy=(38,37,73,48)
signature: ಸಹಿ/- ಕಾರ್ಯಪಾಲಕ ಇಂಜಿನಿಯರ್, ಲೋಕೋಪಯೋಗಿ ಇಲಾಖೆ ಉತ್ತರ ವಿಭಾಗ, ತುಮಕೂರು. xyxy=(388,753,467,774)
table-cell: 6 xyxy=(850,454,915,464)
table-cell: ವಿವರ xyxy=(270,1054,456,1077)
table-cell: 1 xyxy=(480,473,503,483)
place-line: ತುಮಕೂರು. xyxy=(346,634,376,643)
table-cell: ಹೊಸ ಮಾರುಕಟ್ಟೆ ಪ್ರಾಂಗಣದಲ್ಲಿರುವ ಗೋದಾಮು xyxy=(503,531,639,541)
page-header xyxy=(0,0,945,88)
table-section-row xyxy=(480,512,916,522)
office-line: ಕಾರ್ಯನಿರ್ವಾಹಕ ಅಭಿಯಂತರರ ಕಚೇರಿ, ಕರ್ನಾಟಕ ಜಲಸಾರಿಗೆ ಮಂಡಳಿ xyxy=(743,109,872,116)
table-cell: 57,600.00 xyxy=(795,521,850,531)
table-cell: ಹೊಸ ಮಾರುಕಟ್ಟೆ ಪ್ರಾಂಗಣದಲ್ಲಿರುವ ಚಿಲ್ಲರೆ ಮಾರಾಟ ಅಂಗಡಿ xyxy=(503,473,639,483)
gov-label: ಕರ್ನಾಟಕ ಸರ್ಕಾರ xyxy=(120,295,153,301)
ad-heading: ಇ-ಟೆಂಡರ್ ಪ್ರಕಟಣೆ xyxy=(29,116,244,127)
ad-subheading: ಇ-ಪ್ರೊಕ್ಯೂರ್‌ಮೆಂಟ್ xyxy=(401,1018,439,1025)
table-cell: 3 xyxy=(480,541,503,551)
signature: ಸಹಿ/- ಕಾರ್ಯಪಾಲಕ ಅಭಿಯಂತರರು xyxy=(400,440,467,447)
pwd-kolar-tender xyxy=(28,950,245,1438)
ref-line: ಸಂ: ಕೃಉಮಾಸ / ಕೃಉಮಾಧಾ / ಕಾಮ / ಟೆಂಡರ್ / 682 /2025-26 ದಿನಾಂಕ: 02/01/2026 xyxy=(482,406,638,412)
color-registration-marks-center xyxy=(450,1446,491,1454)
ad-footer: ವಾ.ಸಾ.ನಿ/ವಿಜಯಪುರ/584/ಕೆ.ವಿ.ಎ/2025-26 xyxy=(482,233,557,239)
jali-town-panchayat-tender xyxy=(592,950,917,1438)
administrator-signature: ಸಹಿ/- ಆಡಳಿತಾಧಿಕಾರಿಗಳು, ಕೃಷಿ ಉತ್ಪನ್ನ ಮಾರುಕಟ್ಟೆ ಸಮಿತಿ, ಧಾರವಾಡ xyxy=(832,604,910,618)
table-row: 1 DHFWS/2025-26/IND2046 2025-26 ನೇ ಸಾಲಿಗೆ ಜಿಲ್ಲಾ ಆಸ್ಪತ್ರೆಗೆ ಅಗತ್ಯ ಉಪಕರಣಗಳ ಖರೀದಿ xyxy=(30,382,244,392)
table-cell: 01 xyxy=(639,531,679,541)
newspaper-name: ಹೊಸದಿಗಂತ xyxy=(732,31,822,57)
signature-row xyxy=(479,604,916,620)
ad-body: ಪತ್ರಿಕೆಯಲ್ಲಿ ಪ್ರಕಟವಾಗುವ ಜಾಹೀರಾತುಗಳ ವಿಶ್ವಾಸಾರ್ಹತೆ ಅಥವಾ ಅವುಗಳಲ್ಲಿ ಕೊಡುವ ಮಾಹಿತಿ, ಗುಣಮಟ್ಟ ಮುಂತಾದವುಗಳ ಕುರಿತು ಓದುಗರು ಸ್ವತಃ ಪರಿಶೀಲಿಸಿ ವ್ಯವಹರಿಸಬೇಕು. ಇದಕ್ಕೆ ಪತ್ರಿಕೆ ಜವಾಬ್ದಾರಿ ಇರುವುದಿಲ್ಲ. xyxy=(369,111,467,165)
page-title: ಜಾಹೀರಾತು xyxy=(375,31,525,76)
table-cell: ಸಾಮಾನ್ಯ xyxy=(850,483,915,493)
table-cell: ಎಸ್.ಟಿ xyxy=(850,502,915,512)
building-lease-table xyxy=(479,443,916,570)
ad-footer: ವಾ.ಸಾ.ನಿ/ಕೊಪ್ಪಳ/593/ಕೆ.ವಿ.ಎ/2025-26 xyxy=(32,428,101,434)
table-cell: ಉಪಹಾರ ಗೃಹ xyxy=(639,502,679,512)
ad-footer: ವಾ.ಸಾ.ನಿ/ಚಾಮರಾಜನಗರ/ಸ.ಅ.ಸಂ/614/2025-26 xyxy=(258,1184,342,1190)
table-row: 1 ಟೆಂಡರ್ ಪ್ರಕಟಣೆ ದಿನಾಂಕ 02.01.2026 ರಿಂದ 12.01.2026 ರ ಸಂಜೆ 5.30 ವರೆಗೆ xyxy=(30,709,244,719)
table-cell: ಸಾಮಾನ್ಯ xyxy=(850,531,915,541)
ad-title: ಶಿಶು ಅಭಿವೃದ್ಧಿ ಯೋಜನಾಧಿಕಾರಿಗಳ ಕಛೇರಿ xyxy=(88,601,185,610)
ad-heading: ಅಲ್ಪಾವಧಿ ಟೆಂಡರ್ ಪ್ರಕಟಣೆ xyxy=(29,630,244,641)
ref-line: ಸಂ:ಜಿ.ಆ.ಅ/ಇ-ಟೆಂಡರ್ ಪ್ರಕಟಣೆ/353/2025-26 ದಿನಾಂಕ:02.01.2026 xyxy=(482,144,608,150)
table-cell: 6,50,04,023.52 xyxy=(487,1100,544,1123)
dept-line: ಮೀನುಗಾರಿಕೆ ಅಭಿವೃದ್ಧಿ ಬಂದರು ಮತ್ತು ಒಳನಾಡು ಜಲಸಾರಿಗೆ ಇಲಾಖೆ xyxy=(745,102,870,109)
schedule-table: ಕ್ರ.ಸಂ ವಿವರ ದಿನಾಂಕ 1 ಟೆಂಡರ್ ಪ್ರಕಟಣೆ ದಿನಾಂಕ 02.01.2026 ರಿಂದ 12.01.2026 ರ ಸಂಜೆ 5.30 ವರೆಗೆ 2 ಟೆಂಡರ್ ಸಲ್ಲಿಸಲು ಕೊನೆಯ ದಿನಾಂಕ 21.01.2026 ರಂದು ಸಂಜೆ 5.30 ರವರೆಗೆ 3 ತಾಂತ್ರಿಕ ಬಿಡ್ ತೆರೆಯುವ ದಿನಾಂಕ ದಿನಾಂಕ: 23.01.2026 ಬೆಳಿಗ್ಗೆ 11.00 4 ಆರ್ಥಿಕ ಬಿಡ್ ತೆರೆಯುವ ದಿನಾಂಕ ದಿನಾಂಕ: 23.01.2026 ಮಧ್ಯಾಹ್ನ xyxy=(29,698,244,747)
pwd-bengaluru-tender xyxy=(250,294,472,614)
table-row xyxy=(256,1100,585,1123)
table-cell: 70,400.00 xyxy=(795,531,850,541)
page-number: ೦೯ xyxy=(732,55,757,80)
color-registration-marks-right xyxy=(820,1446,861,1454)
ad-title: ಪುರಸಭೆ ಕಾರ್ಯಾಲಯ, ಕಾಡು xyxy=(94,96,179,106)
table-cell: 01 ಮತ್ತು 02 xyxy=(639,560,679,570)
ad-footer: DIPR/TUM/RO-207/25-26/Ostrs xyxy=(254,776,323,782)
table-cell: 1 xyxy=(256,1077,271,1100)
newspaper-tagline: ರಾಷ್ಟ್ರ ಜಾಗೃತಿಯ ಧ್ವನಿ xyxy=(812,56,855,63)
table-cell: ಸಾಮಾನ್ಯ-02 ಎಸ್.ಸಿ-03 xyxy=(850,521,915,531)
table-cell: 7,000.00 xyxy=(679,502,796,512)
ad-body: ಕರ್ನಾಟಕ ಸರ್ಕಾರದ ಪರವಾಗಿ ಕಾರ್ಯನಿರ್ವಾಹಕ ಅಭಿಯಂತರರು ಅರ್ಹ ಗುತ್ತಿಗೆದಾರರಿಂದ ಇ-ಪ್ರೊಕ್ಯೂರ್‌ಮೆಂಟ್ ವೆಬ್‌ಸೈಟ್ https://kppp.karnataka.gov.in/kppp ಮೂಲಕ ಟೆಂಡರ್ ಆಹ್ವಾನಿಸಲಾಗಿದೆ. ಅಂದಾಜು ಮೊತ್ತ, ಇ.ಎಂ.ಡಿ ಮತ್ತು ಟೆಂಡರ್ ನಿಯಮಗಳು ವೆಬ್‌ಸೈಟ್‌ನಲ್ಲಿ ಲಭ್ಯವಿವೆ. xyxy=(703,151,912,172)
gov-label: ಕರ್ನಾಟಕ ಸರ್ಕಾರ xyxy=(401,954,439,962)
signature: - ಜಾಹೀರಾತು ವ್ಯವಸ್ಥಾಪಕರು xyxy=(365,170,471,181)
table-cell: ಕಟ್ಟಡದ ಸಂಖ್ಯೆ xyxy=(639,444,679,454)
ad-title: ಕೃಷಿ ಉತ್ಪನ್ನ ಮಾರುಕಟ್ಟೆ ಸಮಿತಿ, ಮುರುಘಾಮಠದ ಹತ್ತಿರ, ಸವದತ್ತಿ ರಸ್ತೆ ಧಾರವಾಡ-580008 xyxy=(557,386,838,396)
ad-title: ಜಿಲ್ಲಾ ಆರೋಗ್ಯ ಮತ್ತು ಕುಟುಂಬ xyxy=(92,303,181,314)
gov-label: ಕರ್ನಾಟಕ ಸರ್ಕಾರ xyxy=(569,95,601,101)
ad-footer: DPR/KWR/DPR/15/2025-26 03.01.2026 xyxy=(702,247,789,253)
table-cell: ಸಾಮಾನ್ಯ-01 ಎಸ್.ಟಿ-01 xyxy=(850,560,915,570)
secretary-signature: ಸಹಿ/- ಕಾರ್ಯದರ್ಶಿ, ಕೃಷಿ ಉತ್ಪನ್ನ ಮಾರುಕಟ್ಟೆ ಸಮಿತಿ, ಧಾರವಾಡ. xyxy=(485,604,565,618)
signature: ಸಹಿ/- ಮುಖ್ಯಾಧಿಕಾರಿ, ಪುರಸಭೆ ಕಾಡು xyxy=(199,195,240,210)
table-cell: 4 xyxy=(679,454,796,464)
